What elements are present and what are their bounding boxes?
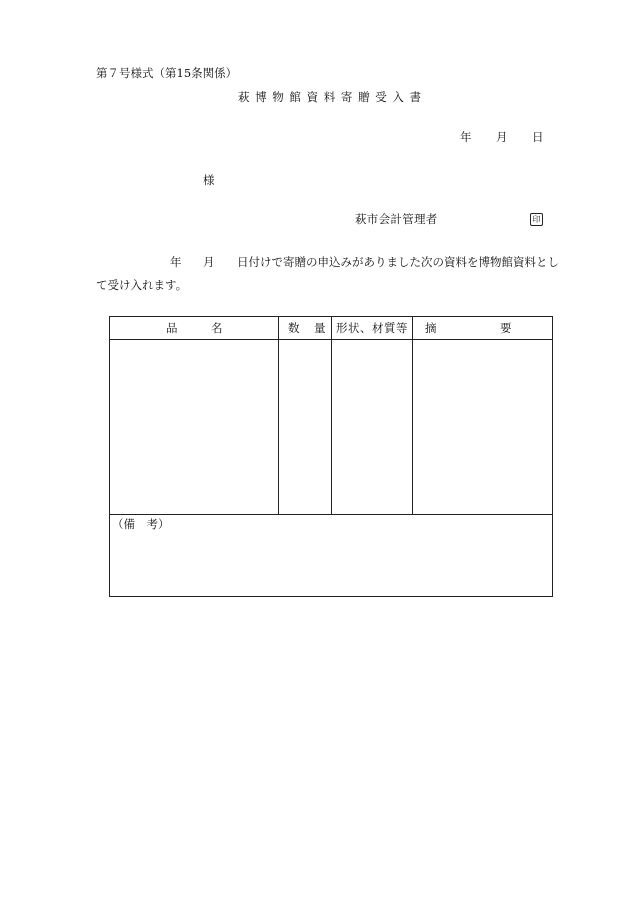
table-remarks-divider	[109, 514, 553, 515]
date-year-label: 年	[460, 130, 472, 144]
body-year-label: 年	[170, 255, 182, 269]
column-header-item-name: 品 名	[166, 321, 226, 335]
body-text-line-2: て受け入れます。	[96, 278, 188, 292]
table-column-divider-1	[278, 316, 279, 514]
column-header-quantity: 数 量	[288, 321, 327, 335]
date-month-label: 月	[496, 130, 508, 144]
table-right-border	[552, 316, 553, 597]
recipient-honorific: 様	[203, 173, 215, 187]
issuer-name: 萩市会計管理者	[355, 212, 438, 226]
table-left-border	[109, 316, 110, 597]
body-text-line-1: 日付けで寄贈の申込みがありました次の資料を博物館資料とし	[237, 255, 559, 269]
table-column-divider-2	[331, 316, 332, 514]
form-number: 第７号様式（第15条関係）	[96, 66, 238, 80]
table-column-divider-3	[412, 316, 413, 514]
table-bottom-border	[109, 596, 553, 597]
body-month-label: 月	[203, 255, 215, 269]
column-header-shape-material: 形状、材質等	[336, 321, 408, 335]
seal-icon: 印	[530, 213, 543, 226]
remarks-label: （備 考）	[112, 517, 170, 531]
document-title: 萩 博 物 館 資 料 寄 贈 受 入 書	[237, 90, 423, 104]
column-header-summary: 摘 要	[425, 321, 525, 335]
date-day-label: 日	[532, 130, 544, 144]
